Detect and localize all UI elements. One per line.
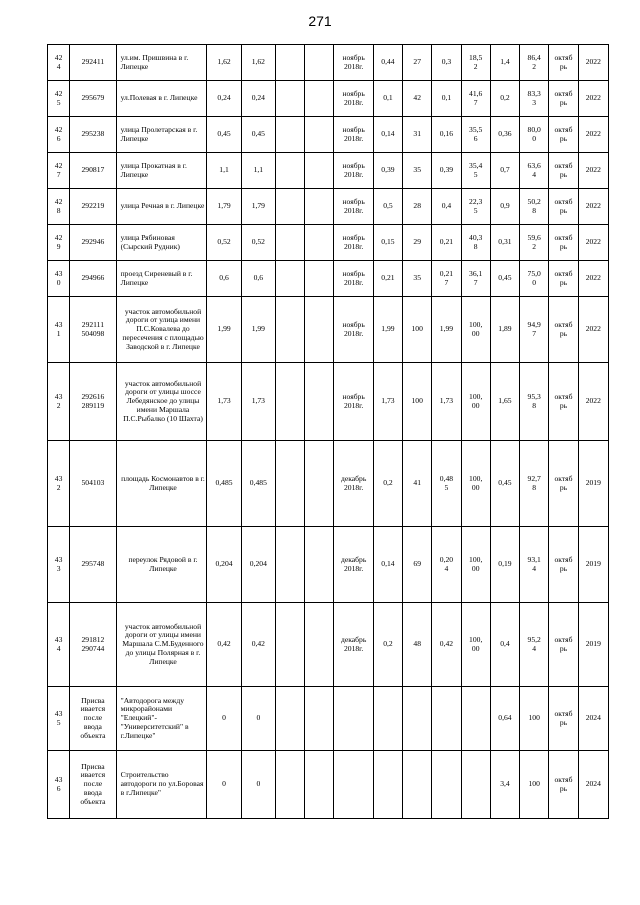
cell-value-5: 1,89 <box>490 297 519 363</box>
cell-road-name: ул.Полевая в г. Липецке <box>116 81 207 117</box>
cell-road-name: улица Речная в г. Липецке <box>116 189 207 225</box>
cell-value-6: 86,4 2 <box>520 45 549 81</box>
cell-value-2: 69 <box>403 527 432 603</box>
cell-empty-col <box>275 363 304 441</box>
cell-value-1: 0,2 <box>373 441 402 527</box>
cell-length-total: 0,24 <box>207 81 241 117</box>
cell-value-4: 100, 00 <box>461 527 490 603</box>
table-row <box>48 117 609 153</box>
cell-value-5: 0,45 <box>490 261 519 297</box>
cell-value-5: 0,64 <box>490 687 519 751</box>
cell-value-4: 100, 00 <box>461 363 490 441</box>
cell-year: 2022 <box>578 261 608 297</box>
cell-month: октяб рь <box>549 603 578 687</box>
cell-value-4: 41,6 7 <box>461 81 490 117</box>
cell-length-normative: 0,52 <box>241 225 275 261</box>
cell-value-1 <box>373 687 402 751</box>
cell-empty-col <box>305 687 334 751</box>
cell-value-3: 0,21 7 <box>432 261 461 297</box>
cell-length-normative: 0,24 <box>241 81 275 117</box>
cell-length-normative: 1,99 <box>241 297 275 363</box>
cell-year: 2022 <box>578 225 608 261</box>
cell-length-normative: 0,204 <box>241 527 275 603</box>
cell-value-1: 0,14 <box>373 117 402 153</box>
cell-value-6: 92,7 8 <box>520 441 549 527</box>
cell-value-2: 48 <box>403 603 432 687</box>
table-row <box>48 751 609 819</box>
cell-road-name: Строительство автодороги по ул.Боровая в г.Липецке" <box>116 751 207 819</box>
cell-empty-col <box>305 153 334 189</box>
cell-row-number: 43 2 <box>48 441 70 527</box>
cell-value-4: 100, 00 <box>461 297 490 363</box>
cell-empty-col <box>275 261 304 297</box>
cell-road-code: 292411 <box>70 45 116 81</box>
cell-month: октяб рь <box>549 153 578 189</box>
cell-length-normative: 0 <box>241 687 275 751</box>
cell-row-number: 42 9 <box>48 225 70 261</box>
cell-row-number: 43 6 <box>48 751 70 819</box>
cell-value-5: 0,36 <box>490 117 519 153</box>
cell-year: 2022 <box>578 153 608 189</box>
cell-term: ноябрь 2018г. <box>334 189 373 225</box>
cell-empty-col <box>275 117 304 153</box>
cell-empty-col <box>305 527 334 603</box>
table-row <box>48 603 609 687</box>
cell-empty-col <box>275 153 304 189</box>
cell-row-number: 42 5 <box>48 81 70 117</box>
cell-road-name: переулок Рядовой в г. Липецке <box>116 527 207 603</box>
cell-length-total: 0,45 <box>207 117 241 153</box>
cell-value-3 <box>432 751 461 819</box>
cell-road-code: 295679 <box>70 81 116 117</box>
cell-length-total: 1,1 <box>207 153 241 189</box>
cell-value-3: 0,4 <box>432 189 461 225</box>
table-row <box>48 441 609 527</box>
cell-row-number: 42 4 <box>48 45 70 81</box>
cell-value-5: 0,45 <box>490 441 519 527</box>
table-row <box>48 363 609 441</box>
cell-length-total: 1,62 <box>207 45 241 81</box>
cell-year: 2019 <box>578 441 608 527</box>
cell-value-3: 0,16 <box>432 117 461 153</box>
cell-length-normative: 1,62 <box>241 45 275 81</box>
cell-value-4 <box>461 687 490 751</box>
cell-value-3: 1,99 <box>432 297 461 363</box>
cell-road-name: участок автомобильной дороги от улицы шоссе Лебедянское до улицы имени Маршала П.С.Рыбалко (10 Шахта) <box>116 363 207 441</box>
cell-year: 2019 <box>578 603 608 687</box>
cell-value-6: 94,9 7 <box>520 297 549 363</box>
cell-length-total: 1,73 <box>207 363 241 441</box>
cell-length-normative: 0,42 <box>241 603 275 687</box>
cell-length-total: 0,52 <box>207 225 241 261</box>
cell-month: октяб рь <box>549 81 578 117</box>
cell-value-6: 80,0 0 <box>520 117 549 153</box>
cell-value-6: 75,0 0 <box>520 261 549 297</box>
cell-value-5: 0,4 <box>490 603 519 687</box>
cell-month: октяб рь <box>549 261 578 297</box>
cell-length-normative: 1,1 <box>241 153 275 189</box>
cell-value-5: 0,2 <box>490 81 519 117</box>
cell-empty-col <box>305 81 334 117</box>
cell-year: 2022 <box>578 297 608 363</box>
cell-length-total: 0 <box>207 751 241 819</box>
cell-road-code: 295238 <box>70 117 116 153</box>
table-row <box>48 527 609 603</box>
cell-value-2: 42 <box>403 81 432 117</box>
cell-value-2: 31 <box>403 117 432 153</box>
cell-year: 2022 <box>578 81 608 117</box>
cell-length-normative: 0,45 <box>241 117 275 153</box>
cell-length-total: 0,204 <box>207 527 241 603</box>
cell-empty-col <box>305 117 334 153</box>
cell-month: октяб рь <box>549 189 578 225</box>
cell-value-1: 1,99 <box>373 297 402 363</box>
cell-value-6: 95,2 4 <box>520 603 549 687</box>
cell-road-code: 292111 504098 <box>70 297 116 363</box>
cell-value-1: 0,15 <box>373 225 402 261</box>
cell-row-number: 43 5 <box>48 687 70 751</box>
cell-month: октяб рь <box>549 751 578 819</box>
cell-row-number: 42 8 <box>48 189 70 225</box>
cell-road-name: улица Рябиновая (Сырский Рудник) <box>116 225 207 261</box>
table-row <box>48 687 609 751</box>
cell-value-1: 0,21 <box>373 261 402 297</box>
cell-row-number: 43 3 <box>48 527 70 603</box>
cell-road-code: Присва ивается после ввода объекта <box>70 751 116 819</box>
cell-month: октяб рь <box>549 687 578 751</box>
cell-term: ноябрь 2018г. <box>334 153 373 189</box>
cell-value-2: 29 <box>403 225 432 261</box>
cell-empty-col <box>305 225 334 261</box>
cell-month: октяб рь <box>549 45 578 81</box>
cell-empty-col <box>305 261 334 297</box>
cell-value-4: 40,3 8 <box>461 225 490 261</box>
cell-value-1: 0,44 <box>373 45 402 81</box>
cell-value-5: 0,7 <box>490 153 519 189</box>
cell-value-1: 0,39 <box>373 153 402 189</box>
table-row <box>48 81 609 117</box>
cell-term: ноябрь 2018г. <box>334 297 373 363</box>
cell-empty-col <box>305 297 334 363</box>
cell-value-2: 100 <box>403 363 432 441</box>
cell-value-4: 100, 00 <box>461 441 490 527</box>
cell-empty-col <box>275 297 304 363</box>
cell-road-name: участок автомобильной дороги от улица имени П.С.Ковалева до пересечения с площадью Заводской в г. Липецке <box>116 297 207 363</box>
cell-row-number: 43 1 <box>48 297 70 363</box>
cell-road-name: площадь Космонавтов в г. Липецке <box>116 441 207 527</box>
cell-value-3: 1,73 <box>432 363 461 441</box>
cell-year: 2024 <box>578 687 608 751</box>
cell-year: 2022 <box>578 117 608 153</box>
page-number: 271 <box>308 13 332 29</box>
cell-value-5: 0,9 <box>490 189 519 225</box>
cell-value-3: 0,42 <box>432 603 461 687</box>
cell-value-6: 100 <box>520 751 549 819</box>
cell-term: ноябрь 2018г. <box>334 225 373 261</box>
cell-length-normative: 0,485 <box>241 441 275 527</box>
cell-value-1: 0,14 <box>373 527 402 603</box>
cell-value-4: 22,3 5 <box>461 189 490 225</box>
cell-value-3 <box>432 687 461 751</box>
cell-empty-col <box>305 363 334 441</box>
cell-empty-col <box>305 751 334 819</box>
cell-road-name: участок автомобильной дороги от улицы имени Маршала С.М.Буденного до улицы Полярная в г. Липецке <box>116 603 207 687</box>
cell-empty-col <box>275 687 304 751</box>
cell-month: октяб рь <box>549 117 578 153</box>
cell-value-3: 0,48 5 <box>432 441 461 527</box>
cell-empty-col <box>275 45 304 81</box>
cell-empty-col <box>275 225 304 261</box>
cell-length-total: 0,42 <box>207 603 241 687</box>
cell-road-code: 504103 <box>70 441 116 527</box>
cell-empty-col <box>305 45 334 81</box>
cell-value-5: 0,19 <box>490 527 519 603</box>
cell-value-1 <box>373 751 402 819</box>
cell-length-normative: 1,73 <box>241 363 275 441</box>
cell-road-code: 292616 289119 <box>70 363 116 441</box>
cell-term <box>334 751 373 819</box>
cell-month: октяб рь <box>549 363 578 441</box>
cell-term: декабрь 2018г. <box>334 441 373 527</box>
cell-length-total: 1,79 <box>207 189 241 225</box>
table-row <box>48 153 609 189</box>
cell-value-2: 35 <box>403 261 432 297</box>
cell-road-code: 292946 <box>70 225 116 261</box>
cell-row-number: 43 4 <box>48 603 70 687</box>
cell-length-total: 0 <box>207 687 241 751</box>
cell-value-6: 100 <box>520 687 549 751</box>
cell-row-number: 42 7 <box>48 153 70 189</box>
cell-value-6: 95,3 8 <box>520 363 549 441</box>
cell-length-total: 1,99 <box>207 297 241 363</box>
cell-empty-col <box>275 603 304 687</box>
cell-month: октяб рь <box>549 225 578 261</box>
cell-value-5: 3,4 <box>490 751 519 819</box>
cell-value-1: 0,5 <box>373 189 402 225</box>
cell-value-4: 35,5 6 <box>461 117 490 153</box>
cell-term: ноябрь 2018г. <box>334 117 373 153</box>
cell-length-normative: 1,79 <box>241 189 275 225</box>
cell-value-6: 50,2 8 <box>520 189 549 225</box>
cell-value-2 <box>403 687 432 751</box>
cell-month: октяб рь <box>549 297 578 363</box>
cell-value-2: 27 <box>403 45 432 81</box>
cell-value-2: 35 <box>403 153 432 189</box>
cell-month: октяб рь <box>549 441 578 527</box>
cell-month: октяб рь <box>549 527 578 603</box>
cell-value-1: 0,1 <box>373 81 402 117</box>
cell-road-code: 291812 290744 <box>70 603 116 687</box>
cell-length-total: 0,485 <box>207 441 241 527</box>
cell-year: 2019 <box>578 527 608 603</box>
cell-road-name: улица Пролетарская в г. Липецке <box>116 117 207 153</box>
cell-value-2: 100 <box>403 297 432 363</box>
cell-value-3: 0,3 <box>432 45 461 81</box>
cell-row-number: 42 6 <box>48 117 70 153</box>
table-row <box>48 189 609 225</box>
cell-value-2: 41 <box>403 441 432 527</box>
cell-value-4 <box>461 751 490 819</box>
cell-value-3: 0,39 <box>432 153 461 189</box>
cell-value-5: 0,31 <box>490 225 519 261</box>
cell-row-number: 43 2 <box>48 363 70 441</box>
cell-empty-col <box>305 189 334 225</box>
cell-term: ноябрь 2018г. <box>334 45 373 81</box>
roads-table <box>47 44 609 819</box>
cell-value-5: 1,4 <box>490 45 519 81</box>
cell-road-code: 292219 <box>70 189 116 225</box>
cell-road-code: 295748 <box>70 527 116 603</box>
cell-year: 2022 <box>578 363 608 441</box>
cell-empty-col <box>275 751 304 819</box>
cell-value-5: 1,65 <box>490 363 519 441</box>
cell-value-3: 0,1 <box>432 81 461 117</box>
table-row <box>48 225 609 261</box>
cell-value-4: 35,4 5 <box>461 153 490 189</box>
cell-value-6: 59,6 2 <box>520 225 549 261</box>
cell-empty-col <box>305 603 334 687</box>
cell-value-1: 0,2 <box>373 603 402 687</box>
table-row <box>48 297 609 363</box>
cell-road-code: 294966 <box>70 261 116 297</box>
cell-length-normative: 0,6 <box>241 261 275 297</box>
cell-value-6: 63,6 4 <box>520 153 549 189</box>
cell-value-4: 36,1 7 <box>461 261 490 297</box>
cell-road-name: улица Прокатная в г. Липецке <box>116 153 207 189</box>
cell-term: декабрь 2018г. <box>334 527 373 603</box>
cell-road-name: проезд Сиреневый в г. Липецке <box>116 261 207 297</box>
cell-term: ноябрь 2018г. <box>334 261 373 297</box>
cell-value-4: 18,5 2 <box>461 45 490 81</box>
cell-road-name: "Автодорога между микрорайонами "Елецкий"-"Университетский" в г.Липецке" <box>116 687 207 751</box>
cell-value-1: 1,73 <box>373 363 402 441</box>
cell-empty-col <box>275 81 304 117</box>
cell-value-6: 93,1 4 <box>520 527 549 603</box>
cell-term: ноябрь 2018г. <box>334 81 373 117</box>
cell-year: 2024 <box>578 751 608 819</box>
cell-value-3: 0,21 <box>432 225 461 261</box>
cell-empty-col <box>275 527 304 603</box>
cell-term: ноябрь 2018г. <box>334 363 373 441</box>
cell-year: 2022 <box>578 189 608 225</box>
cell-term <box>334 687 373 751</box>
cell-value-3: 0,20 4 <box>432 527 461 603</box>
cell-value-6: 83,3 3 <box>520 81 549 117</box>
cell-empty-col <box>305 441 334 527</box>
cell-value-2 <box>403 751 432 819</box>
cell-value-2: 28 <box>403 189 432 225</box>
table-row <box>48 261 609 297</box>
table-row <box>48 45 609 81</box>
cell-length-total: 0,6 <box>207 261 241 297</box>
cell-term: декабрь 2018г. <box>334 603 373 687</box>
cell-length-normative: 0 <box>241 751 275 819</box>
cell-road-code: 290817 <box>70 153 116 189</box>
cell-road-code: Присва ивается после ввода объекта <box>70 687 116 751</box>
cell-road-name: ул.им. Пришвина в г. Липецке <box>116 45 207 81</box>
cell-year: 2022 <box>578 45 608 81</box>
cell-value-4: 100, 00 <box>461 603 490 687</box>
cell-empty-col <box>275 441 304 527</box>
cell-empty-col <box>275 189 304 225</box>
cell-row-number: 43 0 <box>48 261 70 297</box>
